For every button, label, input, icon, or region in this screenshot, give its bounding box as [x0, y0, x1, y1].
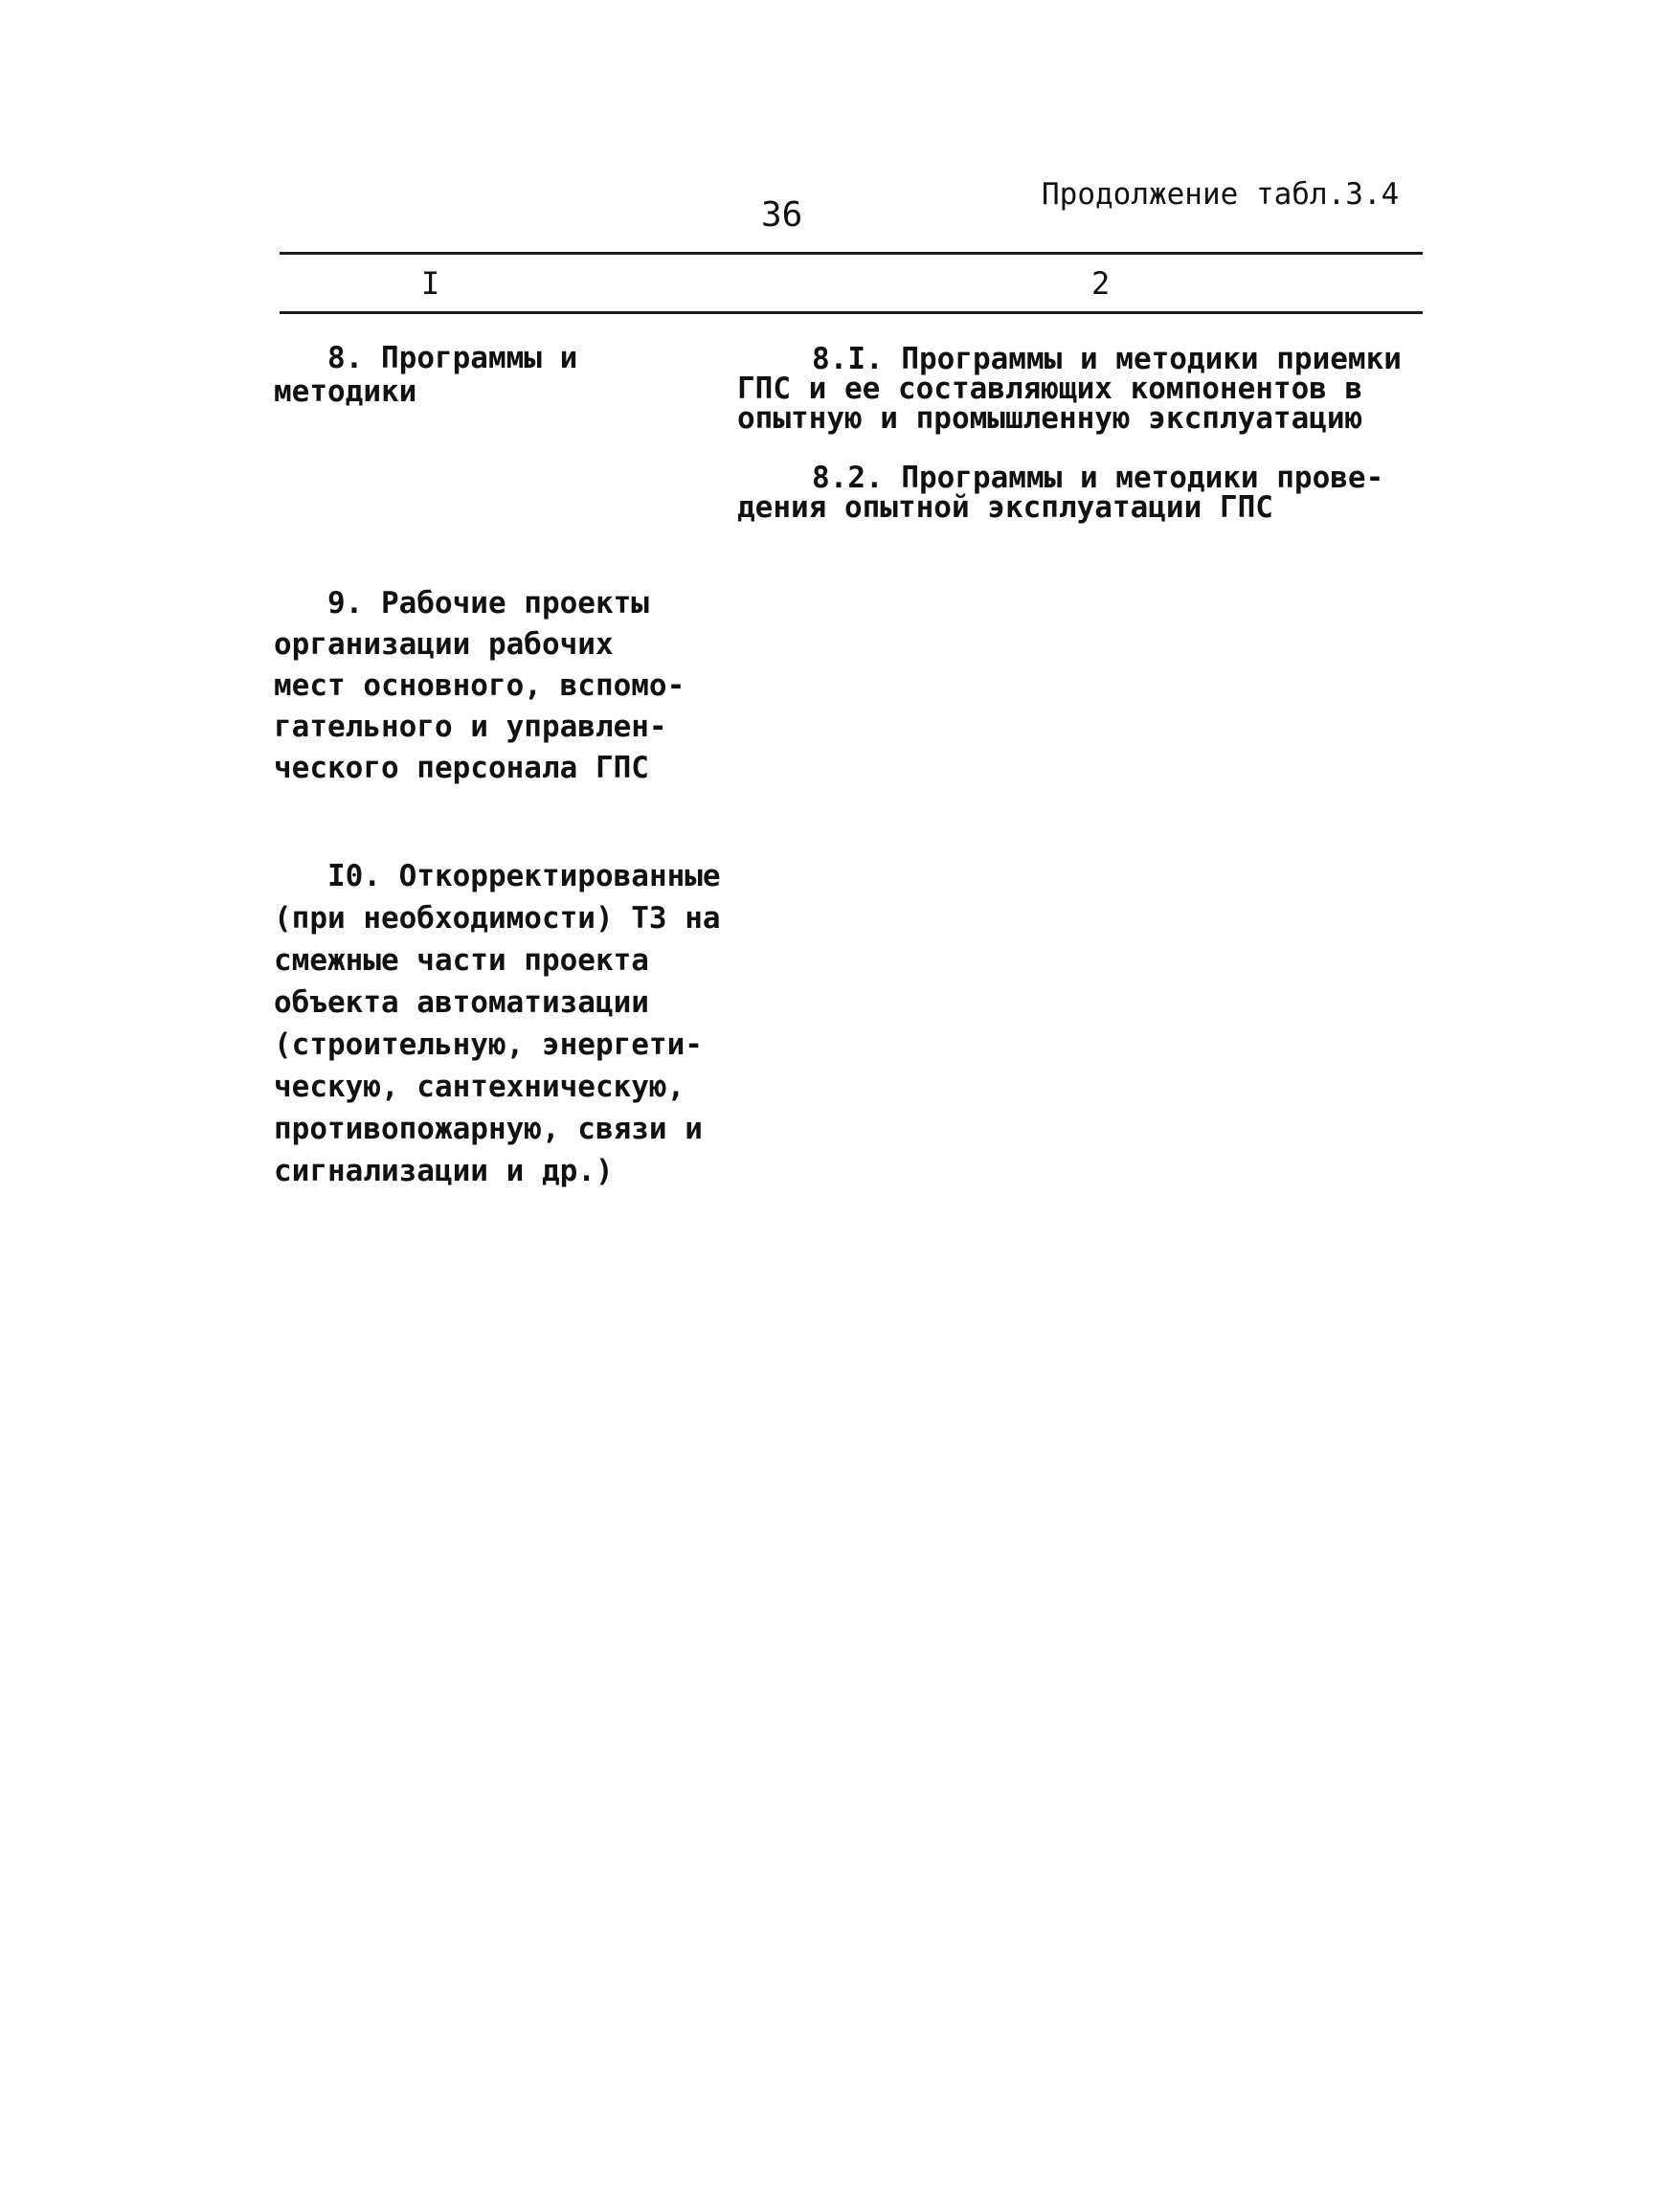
page-number: 36	[761, 195, 803, 235]
row-10-title: I0. Откорректированные (при необходимости) ТЗ на смежные части проекта объекта автоматизации (строительную, энергети- ческую, сантехническую, противопожарную, связи и сигнализации и др.)	[274, 859, 721, 1188]
table-continuation-caption: Продолжение табл.3.4	[1042, 177, 1400, 212]
table-top-rule	[280, 252, 1423, 255]
row-8-item-1: 8.I. Программы и методики приемки ГПС и ее составляющих компонентов в опытную и промышленную эксплуатацию	[737, 342, 1402, 436]
row-8-item-2: 8.2. Программы и методики прове- дения опытной эксплуатации ГПС	[737, 461, 1384, 525]
column-header-2: 2	[1091, 265, 1111, 302]
row-9-title: 9. Рабочие проекты организации рабочих мест основного, вспомо- гательного и управлен- ческого персонала ГПС	[274, 586, 685, 785]
table-header-rule	[280, 311, 1423, 314]
row-8-title: 8. Программы и методики	[274, 341, 578, 409]
column-header-1: I	[421, 265, 440, 302]
